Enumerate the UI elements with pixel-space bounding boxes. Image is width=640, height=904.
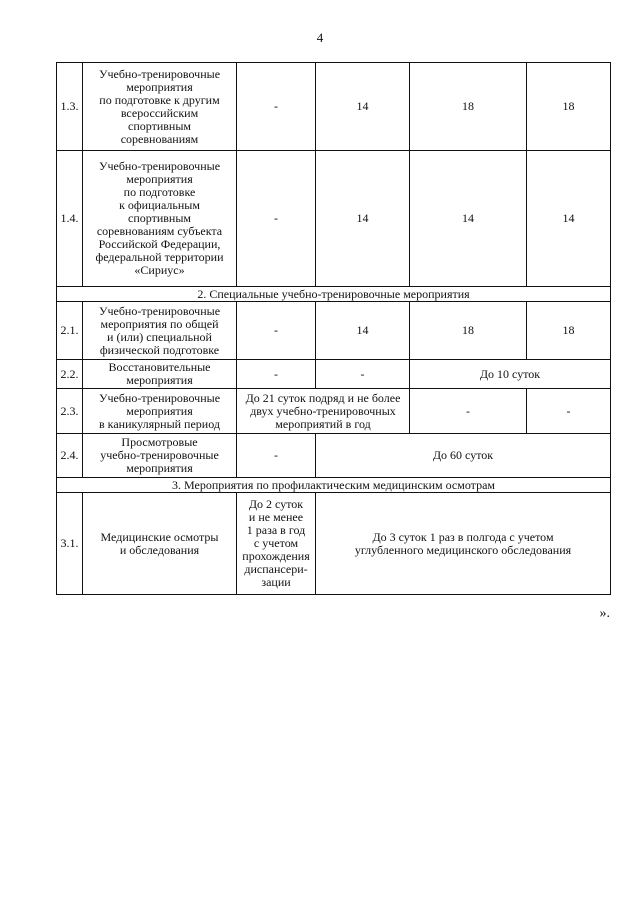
name-line: Просмотровые [121, 435, 198, 449]
name-line: физической подготовке [99, 342, 220, 357]
event-name [83, 434, 237, 478]
value-line: 1 раза в год [246, 523, 306, 537]
value-line: и не менее [248, 510, 304, 524]
event-name [83, 360, 237, 389]
value-line: До 21 суток подряд и не более [245, 390, 401, 405]
cell-value: 14 [316, 302, 410, 360]
section-heading: 2. Специальные учебно-тренировочные мероприятия [57, 287, 611, 302]
name-line: «Сириус» [134, 263, 185, 277]
row-number: 2.4. [57, 434, 83, 478]
table-row [57, 434, 611, 478]
table-row [57, 493, 611, 595]
name-line: соревнованиям субъекта [96, 224, 223, 238]
cell-value: 14 [316, 63, 410, 151]
name-line: Учебно-тренировочные [98, 303, 221, 318]
name-line: к официальным [119, 198, 200, 212]
value-line: с учетом [253, 536, 299, 550]
merged-cell-value [316, 493, 611, 595]
cell-value: - [237, 360, 316, 389]
section-row [57, 478, 611, 493]
name-line: мероприятия [126, 172, 193, 186]
name-line: мероприятия по общей [100, 316, 219, 331]
name-line: мероприятия [126, 461, 193, 475]
name-line: Медицинские осмотры [100, 529, 219, 544]
cell-value: 14 [527, 151, 611, 287]
name-line: по подготовке к другим [99, 92, 220, 107]
row-number: 2.1. [57, 302, 83, 360]
value-line: двух учебно-тренировочных [250, 403, 396, 418]
row-number: 2.2. [57, 360, 83, 389]
cell-value: 18 [410, 63, 527, 151]
cell-value: - [410, 389, 527, 434]
name-line: мероприятия [126, 79, 193, 94]
name-line: мероприятия [126, 403, 193, 418]
section-heading: 3. Мероприятия по профилактическим медицинским осмотрам [57, 478, 611, 493]
name-line: Российской Федерации, [98, 237, 221, 251]
table-row [57, 63, 611, 151]
cell-value: 14 [410, 151, 527, 287]
cell-value: - [237, 302, 316, 360]
event-name [83, 63, 237, 151]
row-number: 2.3. [57, 389, 83, 434]
section-row [57, 287, 611, 302]
table-row [57, 360, 611, 389]
cell-value [237, 493, 316, 595]
table-row [57, 389, 611, 434]
event-name [83, 302, 237, 360]
cell-value: - [237, 63, 316, 151]
name-line: Восстановительные [108, 360, 211, 374]
cell-value: - [527, 389, 611, 434]
cell-value: 18 [410, 302, 527, 360]
table-row [57, 302, 611, 360]
name-line: спортивным [128, 118, 191, 133]
name-line: по подготовке [123, 185, 196, 199]
page-number: 4 [316, 30, 324, 45]
merged-cell-value: До 10 суток [410, 360, 611, 389]
name-line: учебно-тренировочные [100, 448, 219, 462]
cell-value: 14 [316, 151, 410, 287]
name-line: федеральной территории [95, 250, 224, 264]
cell-value: - [237, 151, 316, 287]
name-line: и (или) специальной [107, 329, 212, 344]
value-line: прохождения [242, 549, 310, 563]
name-line: в каникулярный период [99, 416, 220, 431]
event-name [83, 493, 237, 595]
cell-value: 18 [527, 302, 611, 360]
value-line: диспансери- [244, 562, 308, 576]
name-line: спортивным [128, 211, 191, 225]
name-line: соревнованиям [120, 131, 199, 146]
table-row [57, 151, 611, 287]
closing-quote-mark: ». [599, 606, 610, 621]
value-line: До 2 суток [248, 497, 304, 511]
value-line: мероприятий в год [275, 416, 371, 431]
event-name [83, 389, 237, 434]
name-line: Учебно-тренировочные [98, 66, 221, 81]
name-line: Учебно-тренировочные [98, 390, 221, 405]
events-table [56, 62, 611, 595]
row-number: 1.4. [57, 151, 83, 287]
name-line: и обследования [119, 542, 200, 557]
cell-value: - [237, 434, 316, 478]
merged-cell-value: До 60 суток [316, 434, 611, 478]
event-name [83, 151, 237, 287]
name-line: всероссийским [120, 105, 199, 120]
value-line: зации [261, 575, 291, 589]
merged-cell-value [237, 389, 410, 434]
name-line: Учебно-тренировочные [98, 159, 221, 173]
row-number: 3.1. [57, 493, 83, 595]
cell-value: 18 [527, 63, 611, 151]
cell-value: - [316, 360, 410, 389]
row-number: 1.3. [57, 63, 83, 151]
value-line: До 3 суток 1 раз в полгода с учетом [372, 529, 554, 544]
value-line: углубленного медицинского обследования [354, 542, 572, 557]
name-line: мероприятия [126, 373, 193, 387]
